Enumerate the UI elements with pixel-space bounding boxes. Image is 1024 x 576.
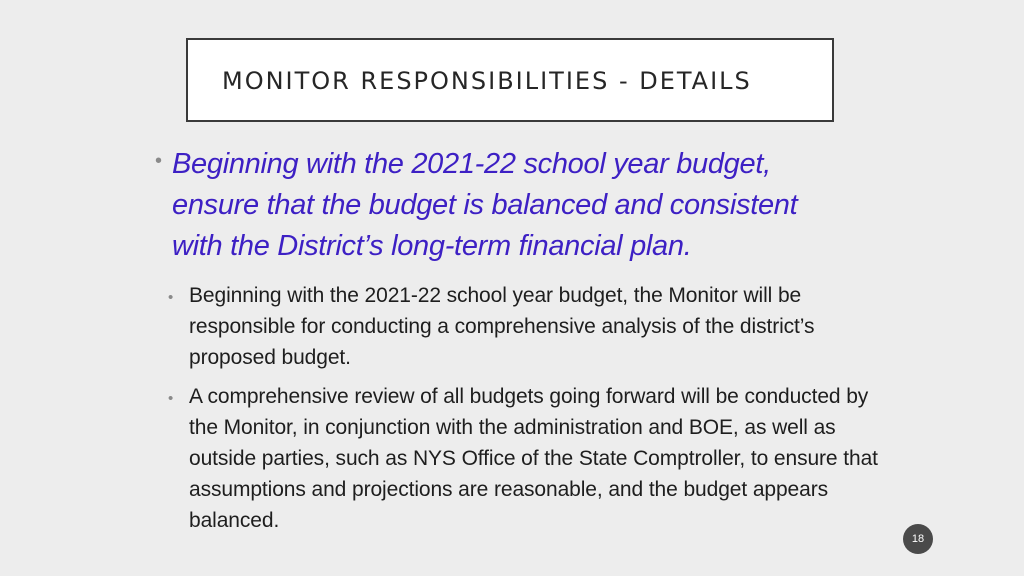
sub-bullet-dot-1: • — [168, 289, 174, 306]
page-number-badge: 18 — [903, 524, 933, 554]
main-bullet-dot: • — [155, 150, 163, 172]
sub-bullet-text-2: A comprehensive review of all budgets going forward will be conducted by the Monitor, in conjunction with the administration and BOE, as well as outside parties, such as NYS Office of the State Comptroller, to ensure that assumptions and projections are reasonable, and the budget appears balanced. — [189, 385, 878, 532]
title-box — [186, 38, 834, 122]
sub-bullet-dot-2: • — [168, 390, 174, 407]
slide-title: MONITOR RESPONSIBILITIES - DETAILS — [222, 67, 752, 95]
sub-bullet-text-1: Beginning with the 2021-22 school year budget, the Monitor will be responsible for conducting a comprehensive analysis of the district’s proposed budget. — [189, 284, 815, 369]
main-bullet-text: Beginning with the 2021-22 school year budget, ensure that the budget is balanced and consistent with the District’s long-term financial plan. — [172, 148, 798, 262]
